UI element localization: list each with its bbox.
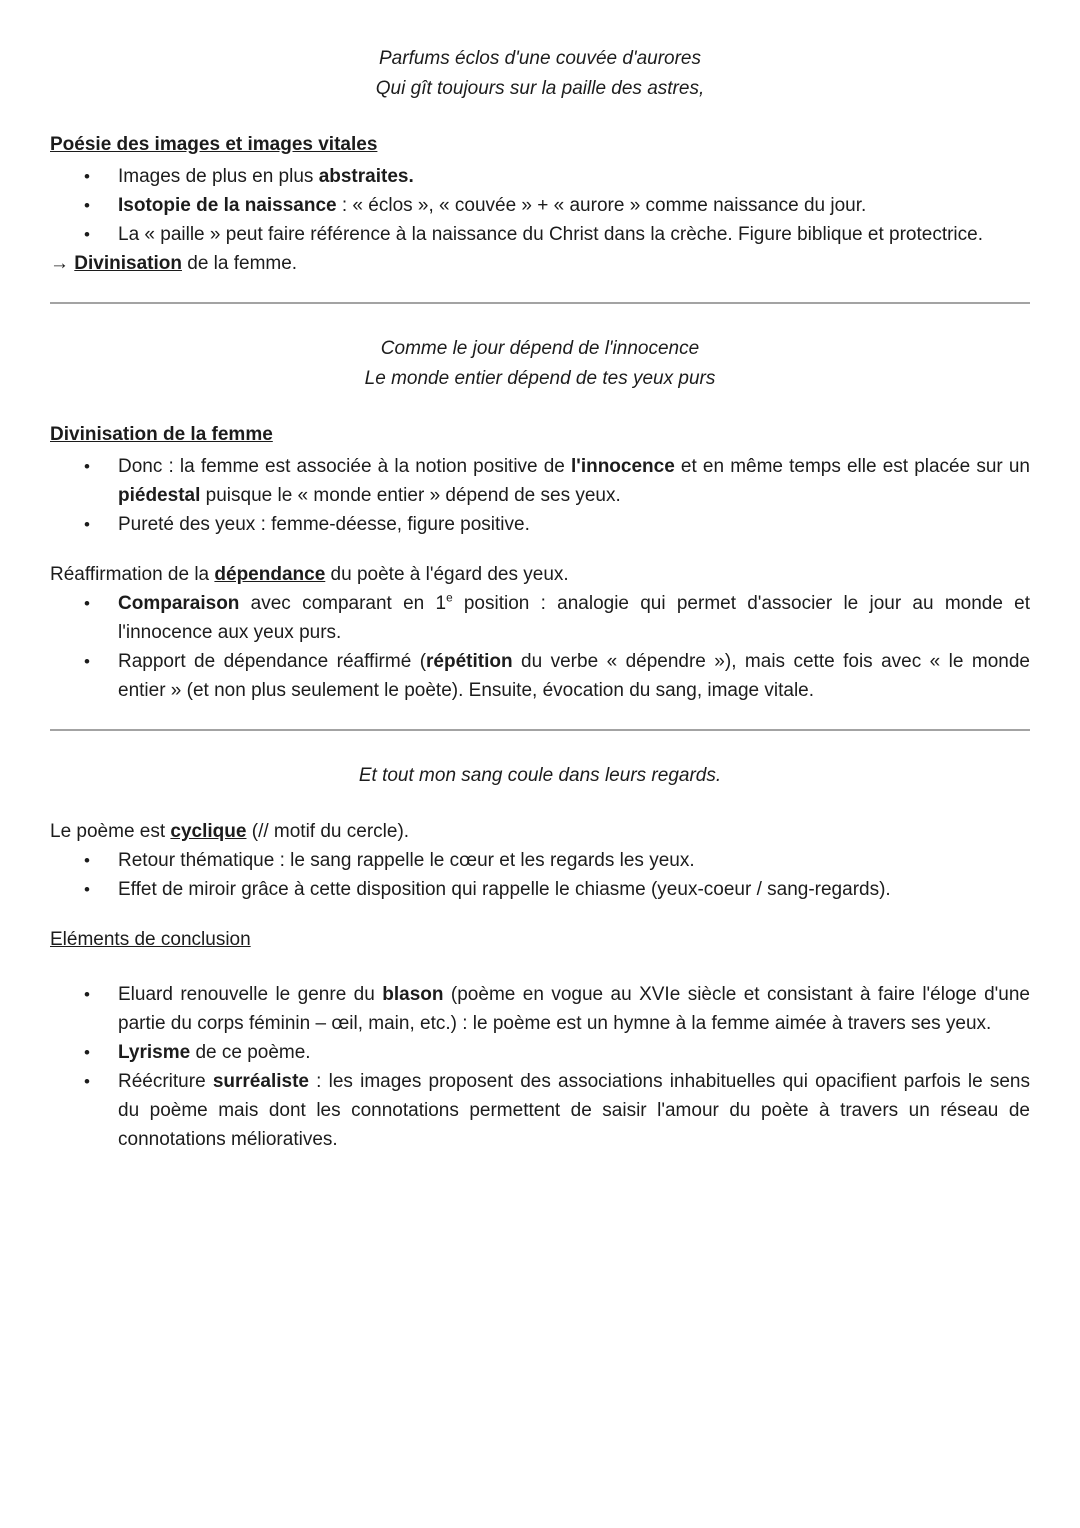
text-segment: dépendance	[214, 564, 326, 585]
text-segment: position : analogie qui permet d'associer le jour au monde et l'innocence aux yeux purs.	[118, 593, 1031, 643]
text-segment: Lyrisme	[118, 1042, 191, 1063]
list-item-blason	[118, 980, 1030, 1038]
poem-stanza-2	[50, 334, 1030, 394]
text-segment: Le poème est	[50, 821, 171, 842]
text-segment: Réécriture	[118, 1071, 213, 1092]
poem-stanza-1	[50, 44, 1030, 104]
section-heading-divinisation	[50, 420, 1030, 449]
bullet-list-divinisation	[50, 452, 1030, 539]
text-segment: abstraites.	[318, 166, 414, 187]
list-item-retour-thematique	[118, 846, 1030, 875]
text-segment: La « paille » peut faire référence à la naissance du Christ dans la crèche. Figure biblique et protectrice.	[118, 224, 983, 245]
text-segment: Poésie des images et images vitales	[50, 134, 378, 155]
text-segment: Réaffirmation de la	[50, 564, 215, 585]
text-segment: surréaliste	[212, 1071, 309, 1092]
list-item-donc-innocence	[118, 452, 1030, 510]
text-segment: piédestal	[118, 485, 201, 506]
text-segment: Effet de miroir grâce à cette disposition qui rappelle le chiasme (yeux-coeur / sang-regards).	[118, 879, 891, 900]
list-item-abstraites	[118, 162, 1030, 191]
paragraph-reaffirmation	[50, 560, 1030, 589]
poem-line: Parfums éclos d'une couvée d'aurores	[379, 48, 701, 69]
text-segment: Divinisation de la femme	[50, 424, 273, 445]
poem-stanza-3	[50, 761, 1030, 791]
poem-line: Le monde entier dépend de tes yeux purs	[364, 368, 716, 389]
section-heading-poesie-images	[50, 130, 1030, 159]
text-segment: du verbe « dépendre »), mais cette fois avec « le monde entier » (et non plus seulement le poète). Ensuite, évocation du sang, image vitale.	[118, 651, 1031, 701]
list-item-purete-yeux	[118, 510, 1030, 539]
text-segment: : les images proposent des associations inhabituelles qui opacifient parfois le sens du poème mais dont les connotations permettent de saisir l'amour du poète à travers un réseau de connotations mélioratives.	[118, 1071, 1031, 1150]
bullet-list-images	[50, 162, 1030, 249]
paragraph-cyclique	[50, 817, 1030, 846]
text-segment: puisque le « monde entier » dépend de ses yeux.	[200, 485, 621, 506]
list-item-comparaison	[118, 589, 1030, 647]
text-segment: Eluard renouvelle le genre du	[118, 984, 383, 1005]
bullet-list-cyclique	[50, 846, 1030, 904]
list-item-effet-miroir	[118, 875, 1030, 904]
poem-line: Comme le jour dépend de l'innocence	[380, 338, 700, 359]
text-segment: de ce poème.	[190, 1042, 311, 1063]
text-segment: e	[446, 591, 453, 605]
text-segment: →	[50, 253, 75, 274]
bullet-list-conclusion	[50, 980, 1030, 1154]
spacer	[50, 731, 1030, 761]
list-item-rapport-dependance	[118, 647, 1030, 705]
text-segment: Images de plus en plus	[118, 166, 319, 187]
arrow-divinisation-line	[50, 249, 1030, 278]
text-segment: et en même temps elle est placée sur un	[674, 456, 1030, 477]
text-segment: (// motif du cercle).	[246, 821, 410, 842]
poem-line: Qui gît toujours sur la paille des astres,	[375, 78, 705, 99]
text-segment: Retour thématique : le sang rappelle le cœur et les regards les yeux.	[118, 850, 695, 871]
text-segment: Divinisation	[74, 253, 182, 274]
text-segment: : « éclos », « couvée » + « aurore » comme naissance du jour.	[336, 195, 867, 216]
list-item-lyrisme	[118, 1038, 1030, 1067]
list-item-reecriture-surrealiste	[118, 1067, 1030, 1154]
spacer	[50, 954, 1030, 980]
text-segment: l'innocence	[571, 456, 675, 477]
text-segment: Comparaison	[118, 593, 240, 614]
spacer	[50, 304, 1030, 334]
text-segment: avec comparant en 1	[239, 593, 447, 614]
list-item-isotopie-naissance	[118, 191, 1030, 220]
text-segment: de la femme.	[181, 253, 298, 274]
text-segment: Eléments de conclusion	[50, 929, 251, 950]
bullet-list-dependance	[50, 589, 1030, 705]
poem-line: Et tout mon sang coule dans leurs regards.	[358, 765, 722, 786]
text-segment: blason	[382, 984, 444, 1005]
section-heading-conclusion	[50, 925, 1030, 954]
text-segment: répétition	[426, 651, 513, 672]
text-segment: Pureté des yeux : femme-déesse, figure positive.	[118, 514, 530, 535]
text-segment: (poème en vogue au XVIe siècle et consistant à faire l'éloge d'une partie du corps féminin – œil, main, etc.) : le poème est un hymne à la femme aimée à travers ses yeux.	[118, 984, 1030, 1034]
list-item-paille-christ	[118, 220, 1030, 249]
text-segment: du poète à l'égard des yeux.	[325, 564, 569, 585]
text-segment: Donc : la femme est associée à la notion positive de	[118, 456, 572, 477]
text-segment: Rapport de dépendance réaffirmé (	[118, 651, 427, 672]
text-segment: Isotopie de la naissance	[118, 195, 337, 216]
text-segment: cyclique	[170, 821, 247, 842]
